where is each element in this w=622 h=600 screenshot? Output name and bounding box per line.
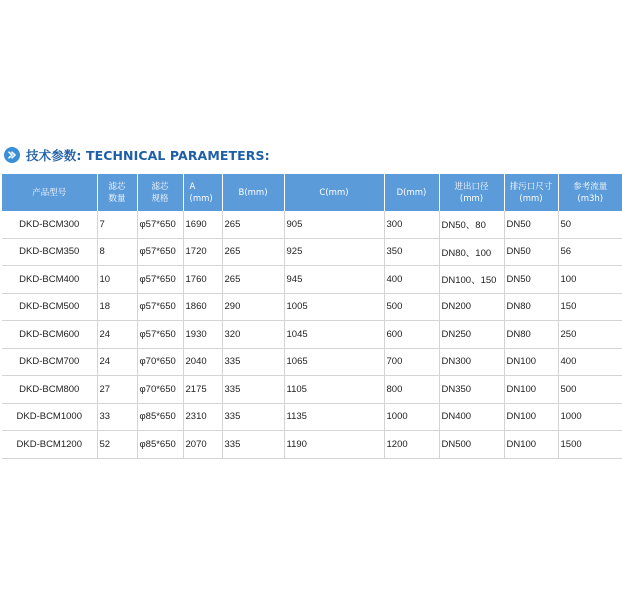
table-cell-col-c: 1190: [284, 431, 384, 459]
table-cell-col-drain-size: DN80: [504, 321, 558, 349]
header-sublabel: 数量: [108, 193, 126, 204]
table-cell-col-flow: 150: [558, 293, 622, 321]
table-cell-col-filter-spec: φ57*650: [137, 238, 183, 266]
header-sublabel: (mm): [519, 193, 543, 204]
table-cell-col-filter-qty: 33: [97, 403, 137, 431]
table-cell-col-d: 1000: [384, 403, 439, 431]
table-cell-col-filter-spec: φ57*650: [137, 211, 183, 238]
table-cell-col-a: 1860: [183, 293, 222, 321]
header-label: 产品型号: [32, 187, 67, 198]
table-cell-col-a: 2175: [183, 376, 222, 404]
table-cell-col-model: DKD-BCM1000: [2, 403, 97, 431]
header-col-drain-size: [504, 174, 558, 211]
table-cell-col-model: DKD-BCM400: [2, 266, 97, 294]
table-cell-col-filter-qty: 24: [97, 321, 137, 349]
header-col-a: [183, 174, 222, 211]
table-cell-col-b: 290: [222, 293, 284, 321]
header-label: 参考流量: [573, 181, 608, 192]
table-cell-col-c: 1135: [284, 403, 384, 431]
table-cell-col-flow: 50: [558, 211, 622, 238]
table-cell-col-filter-qty: 10: [97, 266, 137, 294]
table-cell-col-drain-size: DN100: [504, 376, 558, 404]
table-cell-col-model: DKD-BCM500: [2, 293, 97, 321]
table-row: [2, 376, 622, 404]
table-cell-col-drain-size: DN50: [504, 266, 558, 294]
table-cell-col-inlet-outlet: DN80、100: [439, 238, 504, 266]
table-cell-col-a: 1760: [183, 266, 222, 294]
table-cell-col-d: 600: [384, 321, 439, 349]
table-cell-col-drain-size: DN100: [504, 348, 558, 376]
table-cell-col-flow: 250: [558, 321, 622, 349]
table-cell-col-model: DKD-BCM600: [2, 321, 97, 349]
table-cell-col-c: 1045: [284, 321, 384, 349]
table-cell-col-drain-size: DN50: [504, 238, 558, 266]
table-cell-col-c: 1105: [284, 376, 384, 404]
table-header-row: [2, 174, 622, 211]
table-cell-col-d: 500: [384, 293, 439, 321]
table-cell-col-inlet-outlet: DN300: [439, 348, 504, 376]
table-cell-col-model: DKD-BCM1200: [2, 431, 97, 459]
header-sublabel: 规格: [151, 193, 169, 204]
arrow-circle-icon: [4, 147, 20, 163]
table-cell-col-inlet-outlet: DN50、80: [439, 211, 504, 238]
table-cell-col-drain-size: DN100: [504, 431, 558, 459]
table-cell-col-b: 265: [222, 211, 284, 238]
table-cell-col-c: 945: [284, 266, 384, 294]
table-cell-col-b: 320: [222, 321, 284, 349]
header-label: D(mm): [396, 187, 427, 198]
table-row: [2, 266, 622, 294]
table-cell-col-b: 335: [222, 403, 284, 431]
table-cell-col-filter-spec: φ85*650: [137, 431, 183, 459]
table-cell-col-filter-spec: φ85*650: [137, 403, 183, 431]
header-sublabel: (m3h): [577, 193, 604, 204]
table-cell-col-drain-size: DN100: [504, 403, 558, 431]
header-label: B(mm): [238, 187, 268, 198]
table-cell-col-c: 925: [284, 238, 384, 266]
table-cell-col-inlet-outlet: DN200: [439, 293, 504, 321]
table-cell-col-c: 905: [284, 211, 384, 238]
table-cell-col-model: DKD-BCM800: [2, 376, 97, 404]
header-col-filter-qty: [97, 174, 137, 211]
table-cell-col-a: 2070: [183, 431, 222, 459]
table-cell-col-filter-qty: 52: [97, 431, 137, 459]
table-cell-col-drain-size: DN80: [504, 293, 558, 321]
table-cell-col-filter-qty: 18: [97, 293, 137, 321]
table-cell-col-a: 2310: [183, 403, 222, 431]
table-row: [2, 348, 622, 376]
table-body: [2, 211, 622, 458]
table-cell-col-drain-size: DN50: [504, 211, 558, 238]
table-cell-col-b: 265: [222, 266, 284, 294]
header-label: 滤芯: [108, 181, 126, 192]
table-row: [2, 403, 622, 431]
table-cell-col-d: 800: [384, 376, 439, 404]
table-cell-col-filter-qty: 27: [97, 376, 137, 404]
table-cell-col-inlet-outlet: DN500: [439, 431, 504, 459]
header-col-b: [222, 174, 284, 211]
table-cell-col-inlet-outlet: DN400: [439, 403, 504, 431]
table-cell-col-filter-spec: φ57*650: [137, 321, 183, 349]
header-label: 进出口径: [454, 181, 489, 192]
table-cell-col-c: 1005: [284, 293, 384, 321]
table-cell-col-b: 335: [222, 376, 284, 404]
header-label: 滤芯: [151, 181, 169, 192]
header-col-d: [384, 174, 439, 211]
table-row: [2, 211, 622, 238]
table-row: [2, 431, 622, 459]
header-label: 排污口尺寸: [509, 181, 553, 192]
table-cell-col-d: 300: [384, 211, 439, 238]
table-cell-col-flow: 1500: [558, 431, 622, 459]
table-cell-col-model: DKD-BCM300: [2, 211, 97, 238]
table-cell-col-inlet-outlet: DN350: [439, 376, 504, 404]
table-row: [2, 238, 622, 266]
header-col-flow: [558, 174, 622, 211]
table-cell-col-model: DKD-BCM350: [2, 238, 97, 266]
section-title: 技术参数: TECHNICAL PARAMETERS:: [26, 148, 270, 163]
table-cell-col-flow: 100: [558, 266, 622, 294]
table-cell-col-a: 1690: [183, 211, 222, 238]
table-cell-col-flow: 500: [558, 376, 622, 404]
table-cell-col-flow: 1000: [558, 403, 622, 431]
table-cell-col-filter-spec: φ70*650: [137, 348, 183, 376]
table-cell-col-d: 400: [384, 266, 439, 294]
header-col-filter-spec: [137, 174, 183, 211]
table-cell-col-filter-qty: 24: [97, 348, 137, 376]
header-label: A: [189, 181, 196, 192]
header-col-c: [284, 174, 384, 211]
table-cell-col-inlet-outlet: DN250: [439, 321, 504, 349]
table-cell-col-b: 335: [222, 431, 284, 459]
table-row: [2, 293, 622, 321]
header-sublabel: (mm): [459, 193, 484, 204]
header-label: C(mm): [319, 187, 349, 198]
table-cell-col-flow: 400: [558, 348, 622, 376]
header-sublabel: (mm): [189, 193, 213, 204]
section-header: [4, 144, 270, 166]
technical-parameters-table: [2, 174, 622, 459]
table-cell-col-d: 1200: [384, 431, 439, 459]
table-cell-col-a: 1720: [183, 238, 222, 266]
table-cell-col-flow: 56: [558, 238, 622, 266]
table-cell-col-a: 1930: [183, 321, 222, 349]
table-cell-col-b: 335: [222, 348, 284, 376]
header-col-model: [2, 174, 97, 211]
table-row: [2, 321, 622, 349]
table-cell-col-d: 700: [384, 348, 439, 376]
table-cell-col-filter-spec: φ57*650: [137, 293, 183, 321]
table-cell-col-d: 350: [384, 238, 439, 266]
table-cell-col-c: 1065: [284, 348, 384, 376]
table-cell-col-filter-spec: φ57*650: [137, 266, 183, 294]
table-cell-col-b: 265: [222, 238, 284, 266]
table-cell-col-a: 2040: [183, 348, 222, 376]
table-cell-col-inlet-outlet: DN100、150: [439, 266, 504, 294]
table-cell-col-filter-qty: 7: [97, 211, 137, 238]
table-cell-col-model: DKD-BCM700: [2, 348, 97, 376]
header-col-inlet-outlet: [439, 174, 504, 211]
table-cell-col-filter-qty: 8: [97, 238, 137, 266]
table-cell-col-filter-spec: φ70*650: [137, 376, 183, 404]
